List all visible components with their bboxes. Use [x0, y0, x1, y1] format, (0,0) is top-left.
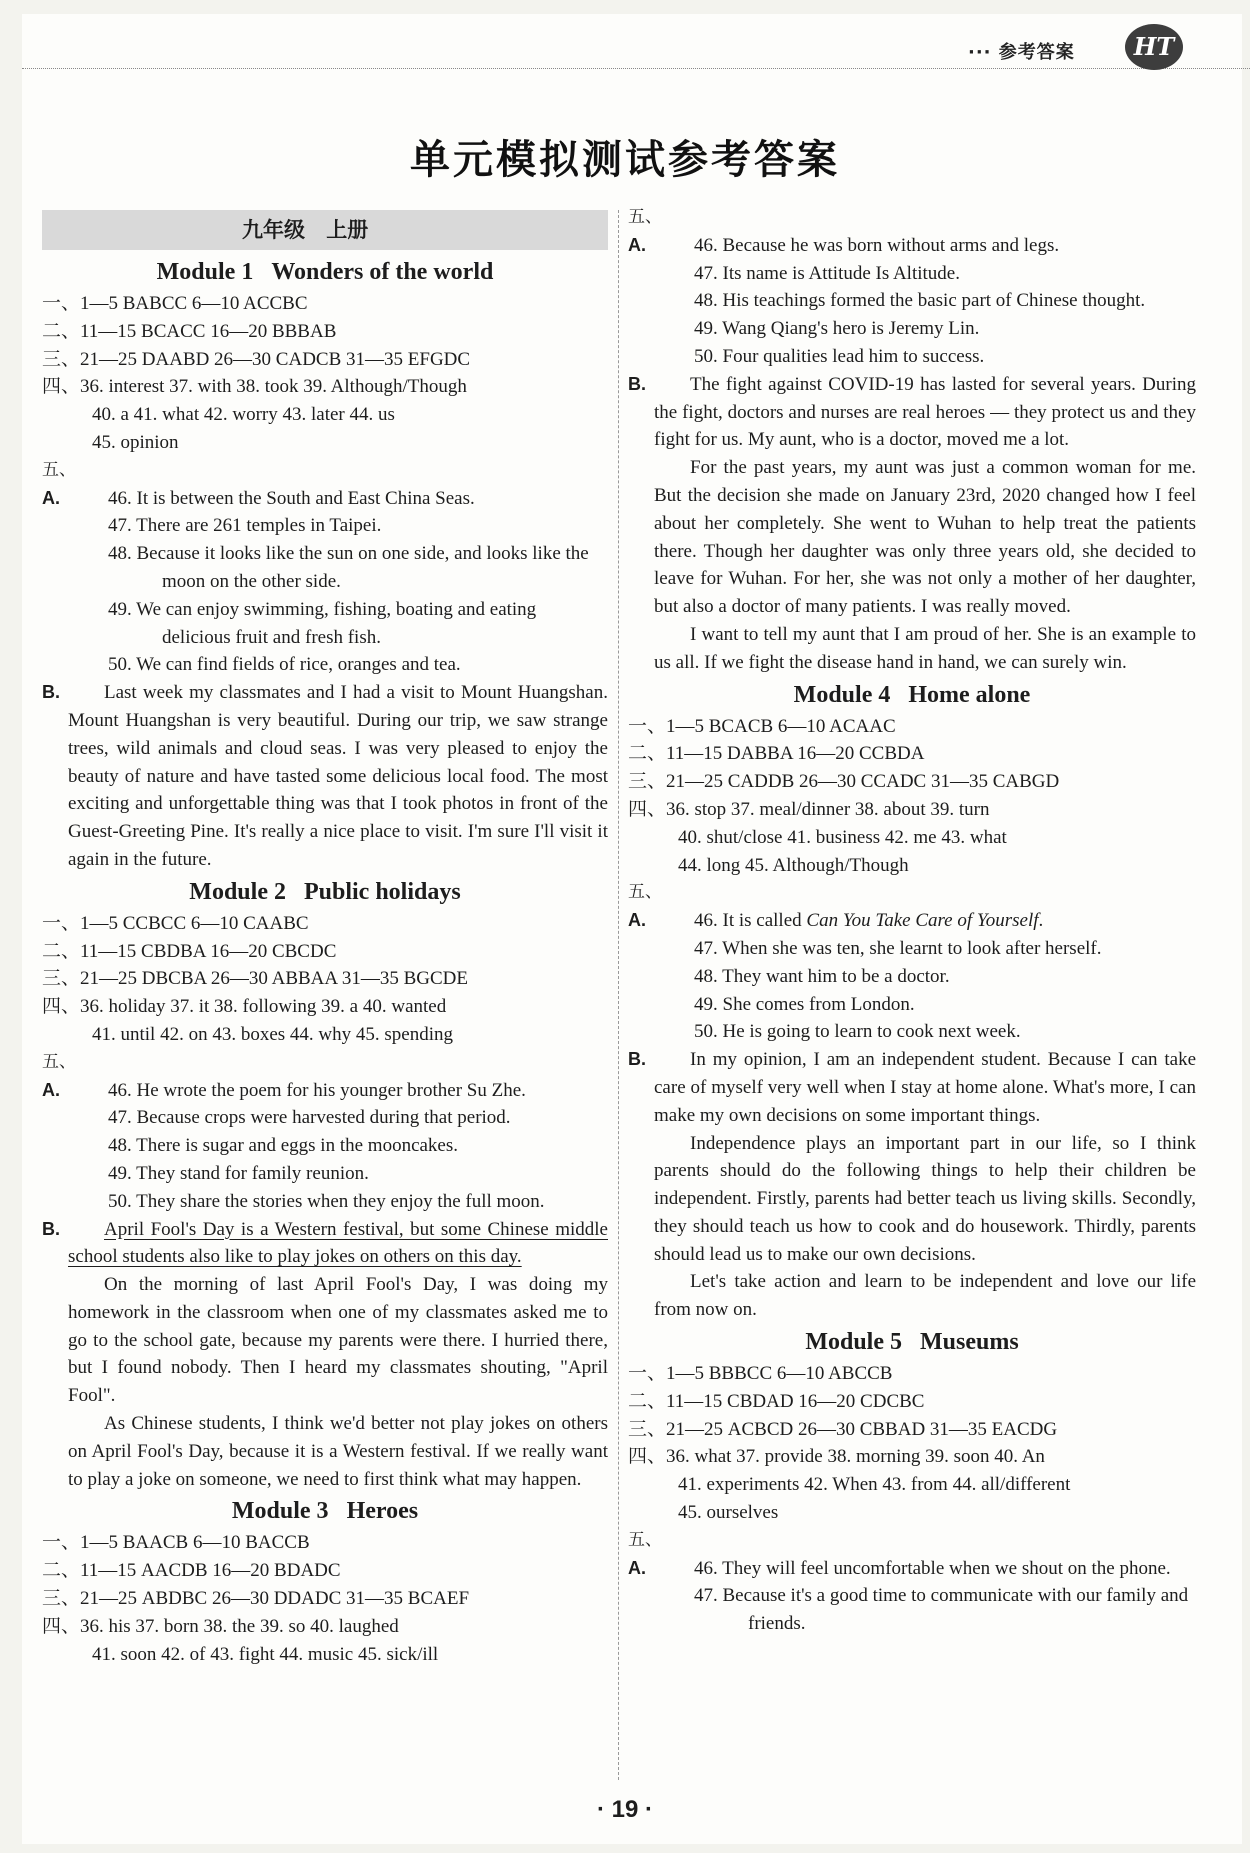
answer-50: 50. Four qualities lead him to success.: [694, 345, 985, 367]
answer-row-3: 三、21—25 ABDBC 26—30 DDADC 31—35 BCAEF: [42, 1588, 470, 1610]
answer-row-3: 三、21—25 DBCBA 26—30 ABBAA 31—35 BGCDE: [42, 968, 468, 990]
answer-row-4c: 45. ourselves: [678, 1502, 779, 1524]
answer-row-2: 二、11—15 BCACC 16—20 BBBAB: [42, 320, 337, 342]
part-a-label: A.: [628, 910, 646, 931]
answer-46: 46. They will feel uncomfortable when we shout on the phone.: [694, 1557, 1171, 1579]
essay-paragraph: As Chinese students, I think we'd better not play jokes on others on April Fool's Day, because it is a Western festival. If we really want to play a joke on someone, we need to first think what may happen.: [68, 1413, 608, 1490]
answer-48: 48. Because it looks like the sun on one side, and looks like the moon on the other side.: [108, 543, 589, 592]
essay-topic-sentence: April Fool's Day is a Western festival, but some Chinese middle school students also like to play jokes on others on this day.: [68, 1218, 608, 1268]
part-a-label: A.: [42, 1079, 60, 1100]
answer-row-1: 一、1—5 BBBCC 6—10 ABCCB: [628, 1363, 893, 1385]
answer-row-4b: 40. shut/close 41. business 42. me 43. what: [678, 826, 1007, 848]
answer-47: 47. Because crops were harvested during that period.: [108, 1107, 511, 1129]
essay-paragraph: On the morning of last April Fool's Day, I was doing my homework in the classroom when one of my classmates asked me to go to the school gate, because my parents were there. I hurried there, but I found nobody. Then I heard my classmates shouting, "April Fool".: [68, 1274, 608, 1407]
part-a: [628, 1555, 1196, 1638]
answer-row-4: 四、36. his 37. born 38. the 39. so 40. laughed: [42, 1615, 399, 1637]
answer-row-1: 一、1—5 BAACB 6—10 BACCB: [42, 1532, 310, 1554]
part-a-label: A.: [42, 487, 60, 508]
answer-46: 46. It is between the South and East China Seas.: [108, 487, 475, 509]
answer-row-2: 二、11—15 CBDAD 16—20 CDCBC: [628, 1390, 925, 1412]
part-b-label: B.: [628, 1049, 646, 1070]
answer-row-4b: 41. soon 42. of 43. fight 44. music 45. sick/ill: [92, 1643, 439, 1665]
part-a: [628, 907, 1196, 1046]
answer-47: 47. When she was ten, she learnt to look after herself.: [694, 937, 1102, 959]
answer-46: 46. Because he was born without arms and legs.: [694, 234, 1060, 256]
answer-50: 50. They share the stories when they enjoy the full moon.: [108, 1190, 545, 1212]
answer-49: 49. Wang Qiang's hero is Jeremy Lin.: [694, 318, 980, 340]
module-name: Museums: [920, 1329, 1019, 1356]
essay-paragraph: In my opinion, I am an independent student. Because I can take care of myself very well when I stay at home alone. What's more, I can make my own decisions on some important things.: [654, 1049, 1196, 1126]
module-name: Wonders of the world: [271, 259, 494, 285]
module-1-heading: [42, 254, 608, 290]
part-b: [42, 679, 608, 874]
answer-46: [692, 907, 1196, 935]
answer-row-3: 三、21—25 CADDB 26—30 CCADC 31—35 CABGD: [628, 771, 1060, 793]
part-b: [628, 1046, 1196, 1324]
answer-row-2: 二、11—15 CBDBA 16—20 CBCDC: [42, 940, 337, 962]
left-column: [42, 210, 608, 1668]
module-number: Module 1: [156, 259, 254, 285]
answer-row-4b: 40. a 41. what 42. worry 43. later 44. us: [92, 404, 395, 426]
part-a: [628, 232, 1196, 371]
part-b-label: B.: [628, 373, 646, 394]
answer-row-4: 四、36. what 37. provide 38. morning 39. soon 40. An: [628, 1446, 1045, 1468]
module-5-heading: [628, 1324, 1196, 1360]
book-title: Can You Take Care of Yourself: [806, 910, 1039, 932]
page-number: · 19 ·: [596, 1796, 653, 1823]
module-4-heading: [628, 677, 1196, 713]
right-column: [628, 204, 1196, 1638]
publisher-logo-icon: HT: [1125, 24, 1183, 70]
answer-row-4: 四、36. holiday 37. it 38. following 39. a 40. wanted: [42, 996, 447, 1018]
module-name: Heroes: [346, 1498, 419, 1525]
module-name: Public holidays: [303, 878, 461, 905]
answer-row-4: 四、36. stop 37. meal/dinner 38. about 39. turn: [628, 798, 990, 820]
answer-row-4c: 45. opinion: [92, 431, 179, 453]
part-a: [42, 485, 608, 680]
header-rule: [22, 68, 1250, 69]
answer-row-1: 一、1—5 BABCC 6—10 ACCBC: [42, 293, 308, 314]
section-five-label: 五、: [628, 207, 662, 227]
answer-49: 49. She comes from London.: [694, 993, 915, 1015]
module-number: Module 5: [805, 1329, 902, 1356]
answer-row-3: 三、21—25 DAABD 26—30 CADCB 31—35 EFGDC: [42, 348, 471, 370]
part-b-label: B.: [42, 1218, 60, 1239]
part-a-label: A.: [628, 1557, 646, 1578]
module-2-heading: [42, 874, 608, 910]
part-a: [42, 1077, 608, 1216]
section-five-label: 五、: [42, 459, 76, 480]
section-five-label: 五、: [628, 882, 662, 903]
answer-47: 47. Because it's a good time to communicate with our family and friends.: [694, 1585, 1189, 1635]
answer-48: 48. They want him to be a doctor.: [694, 965, 950, 987]
essay-paragraph: Independence plays an important part in our life, so I think parents should do the following things to help their children be independent. Firstly, parents had better teach us living skills. Secondly, they should teach us how to cook and do housework. Thirdly, parents should lead us to make our own decisions.: [654, 1132, 1196, 1265]
answer-row-1: 一、1—5 BCACB 6—10 ACAAC: [628, 715, 896, 737]
answer-50: 50. He is going to learn to cook next week.: [694, 1021, 1021, 1043]
answer-row-4c: 44. long 45. Although/Though: [678, 854, 909, 876]
answer-row-2: 二、11—15 AACDB 16—20 BDADC: [42, 1560, 341, 1582]
answer-48: 48. There is sugar and eggs in the mooncakes.: [108, 1135, 459, 1157]
essay-paragraph: For the past years, my aunt was just a common woman for me. But the decision she made on January 23rd, 2020 changed how I feel about her completely. She went to Wuhan to help treat the patients there. Though her daughter was only three years old, she decided to leave for Wuhan. For her, she was not only a mother of her daughter, but also a doctor of many patients. I was really moved.: [654, 457, 1196, 618]
section-five-label: 五、: [42, 1051, 76, 1072]
module-3-heading: [42, 1493, 608, 1529]
column-divider: [618, 210, 619, 1780]
answer-row-3: 三、21—25 ACBCD 26—30 CBBAD 31—35 EACDG: [628, 1418, 1058, 1440]
module-name: Home alone: [908, 681, 1031, 708]
essay-paragraph: The fight against COVID-19 has lasted for several years. During the fight, doctors and nurses are real heroes — they protect us and they fight for us. My aunt, who is a doctor, moved me a lot.: [654, 373, 1196, 451]
section-five-label: 五、: [628, 1529, 662, 1550]
module-number: Module 2: [189, 878, 286, 905]
answer-47: 47. Its name is Attitude Is Altitude.: [694, 262, 960, 284]
essay-paragraph: I want to tell my aunt that I am proud of her. She is an example to us all. If we fight the disease hand in hand, we can surely win.: [654, 623, 1196, 673]
answer-row-1: 一、1—5 CCBCC 6—10 CAABC: [42, 912, 309, 934]
answer-46-end: .: [1038, 910, 1044, 932]
page-title: 单元模拟测试参考答案: [410, 137, 840, 183]
essay-paragraph: Last week my classmates and I had a visit to Mount Huangshan. Mount Huangshan is very beautiful. During our trip, we saw strange trees, wild animals and cloud seas. I was very pleased to enjoy the beauty of nature and have tasted some delicious local food. The most exciting and unforgettable thing was that I took photos in front of the Guest-Greeting Pine. It's really a nice place to visit. I'm sure I'll visit it again in the future.: [68, 682, 608, 870]
answer-48: 48. His teachings formed the basic part of Chinese thought.: [694, 290, 1146, 312]
module-number: Module 3: [231, 1498, 329, 1525]
header-label: ··· 参考答案: [968, 42, 1075, 63]
answer-50: 50. We can find fields of rice, oranges and tea.: [108, 654, 461, 676]
answer-46-text: 46. It is called: [694, 910, 807, 932]
answer-47: 47. There are 261 temples in Taipei.: [108, 515, 382, 537]
answer-49: 49. They stand for family reunion.: [108, 1162, 369, 1184]
part-b: [628, 371, 1196, 677]
answer-row-2: 二、11—15 DABBA 16—20 CCBDA: [628, 743, 925, 765]
answer-49: 49. We can enjoy swimming, fishing, boating and eating delicious fruit and fresh fish.: [108, 598, 537, 648]
answer-row-4: 四、36. interest 37. with 38. took 39. Although/Though: [42, 376, 467, 398]
module-number: Module 4: [793, 681, 891, 708]
essay-paragraph: Let's take action and learn to be independent and love our life from now on.: [654, 1271, 1196, 1321]
part-b-label: B.: [42, 682, 60, 703]
answer-row-4b: 41. experiments 42. When 43. from 44. all/different: [678, 1474, 1071, 1496]
answer-46: 46. He wrote the poem for his younger brother Su Zhe.: [108, 1079, 526, 1101]
part-b: [42, 1216, 608, 1494]
answer-row-4b: 41. until 42. on 43. boxes 44. why 45. spending: [92, 1023, 453, 1045]
grade-heading: 九年级 上册: [42, 210, 608, 250]
part-a-label: A.: [628, 234, 646, 255]
